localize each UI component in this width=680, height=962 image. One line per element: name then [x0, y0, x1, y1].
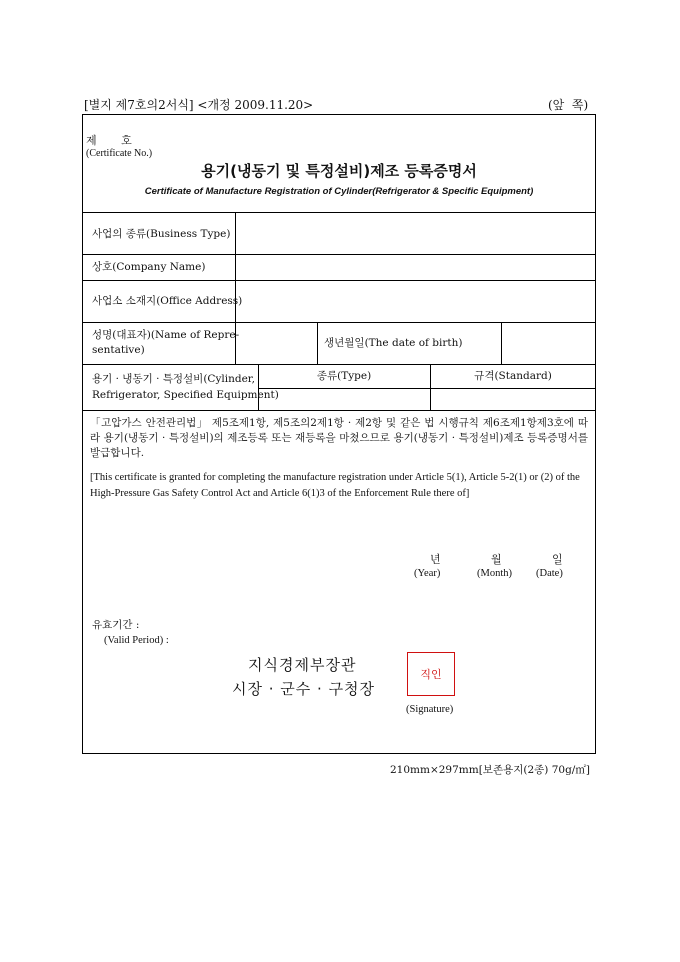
issuer-minister: 지식경제부장관: [248, 656, 357, 674]
company-name-label: 상호(Company Name): [92, 261, 206, 273]
office-address-label: 사업소 소재지(Office Address): [92, 295, 243, 307]
representative-label-line1: 성명(대표자)(Name of Repre-: [92, 329, 240, 341]
standard-column-header: 규격(Standard): [474, 370, 552, 382]
business-type-label: 사업의 종류(Business Type): [92, 228, 231, 240]
page-side-label: (앞 쪽): [548, 98, 589, 112]
form-number: [별지 제7호의2서식] <개정 2009.11.20>: [84, 98, 314, 112]
issuer-local-heads: 시장 · 군수 · 구청장: [232, 680, 376, 698]
certificate-statement-en: [This certificate is granted for completing the manufacture registration under Article 5(1), Article 5-2(1) or (2) of the High-Pressure Gas Safety Control Act and Article 6(1)3 of the Enforcement Rule there of]: [90, 472, 580, 499]
valid-period-label: 유효기간 :: [92, 619, 140, 631]
certificate-statement-ko: 「고압가스 안전관리법」 제5조제1항, 제5조의2제1항 · 제2항 및 같은 법 시행규칙 제6조제1항제3호에 따라 용기(냉동기 · 특정설비)의 제조등록 또는 재등록을 마쳤으므로 용기(냉동기 · 특정설비)제조 등록증명서를 발급합니다.: [90, 417, 588, 459]
date-day-label-en: (Date): [536, 568, 563, 579]
document-title: 용기(냉동기 및 특정설비)제조 등록증명서: [201, 162, 477, 180]
date-year-label-en: (Year): [414, 568, 441, 579]
birth-date-label: 생년월일(The date of birth): [324, 337, 463, 349]
official-seal-box: 직인: [407, 652, 455, 696]
row-divider: [82, 322, 596, 323]
column-divider: [501, 322, 502, 364]
date-month-label-en: (Month): [477, 568, 512, 579]
date-year-label: 년: [430, 553, 441, 566]
table-border-bottom: [82, 410, 596, 411]
row-divider: [82, 254, 596, 255]
row-divider: [258, 388, 596, 389]
document-title-en: Certificate of Manufacture Registration of Cylinder(Refrigerator & Specific Equipment): [144, 186, 534, 197]
table-border-top: [82, 212, 596, 213]
signature-label: (Signature): [406, 704, 454, 715]
type-column-header: 종류(Type): [316, 370, 372, 382]
valid-period-label-en: (Valid Period) :: [104, 635, 169, 646]
date-month-label: 월: [491, 553, 502, 566]
equipment-label-line1: 용기 · 냉동기 · 특정설비(Cylinder,: [92, 373, 255, 385]
certificate-number-label: 제 호: [86, 134, 132, 147]
certificate-number-label-en: (Certificate No.): [86, 148, 153, 159]
date-day-label: 일: [552, 553, 563, 566]
row-divider: [82, 364, 596, 365]
row-divider: [82, 280, 596, 281]
equipment-label-line2: Refrigerator, Specified Equipment): [92, 389, 279, 401]
paper-spec-footer: 210mm×297mm[보존용지(2종) 70g/㎡]: [390, 764, 590, 776]
representative-label-line2: sentative): [92, 344, 145, 356]
column-divider: [317, 322, 318, 364]
